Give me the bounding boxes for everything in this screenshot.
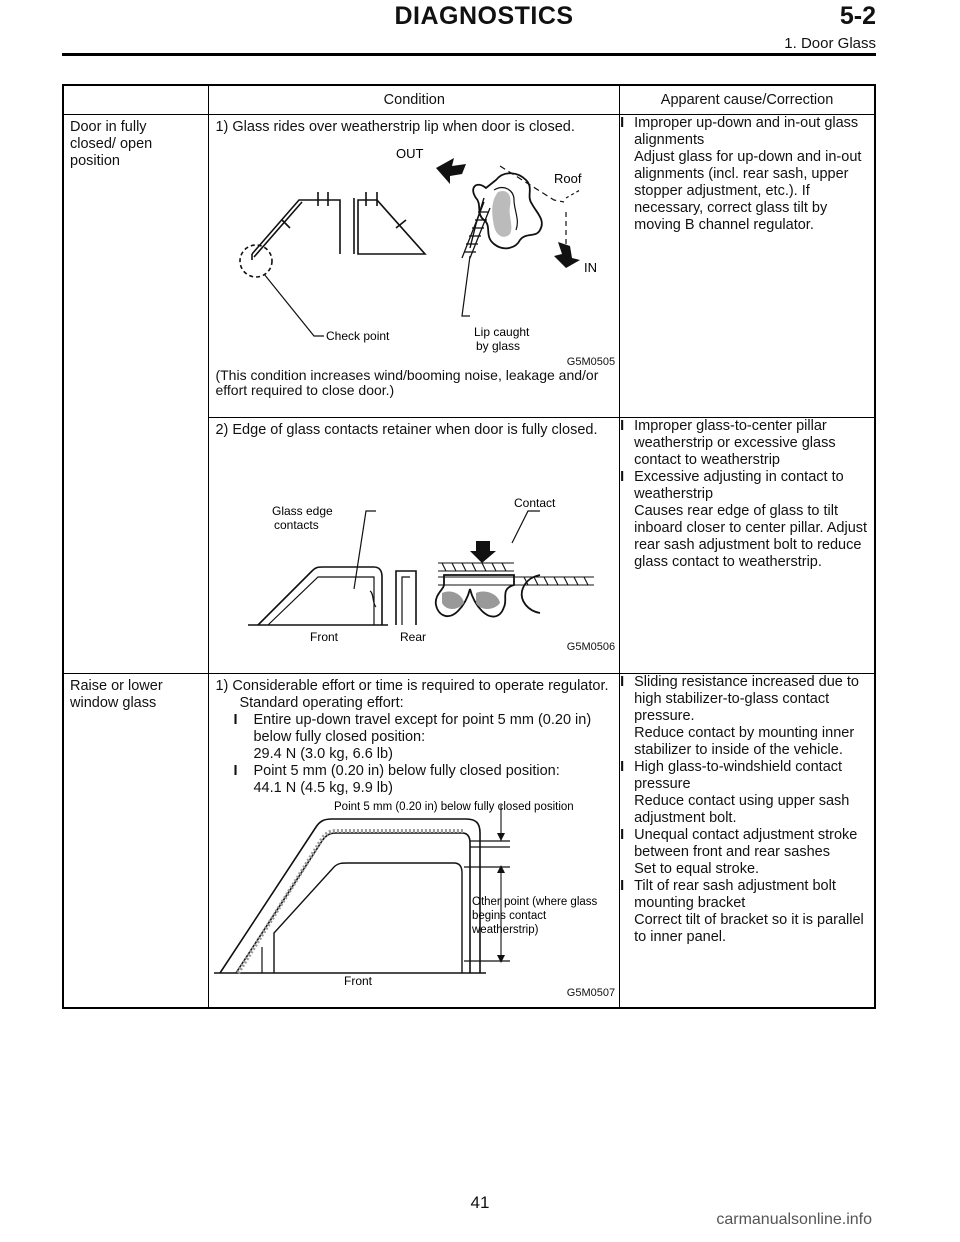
column-header-cause: Apparent cause/Correction	[620, 85, 875, 115]
watermark: carmanualsonline.info	[716, 1211, 872, 1228]
diagnostics-table	[62, 84, 876, 1009]
label-lip-2: by glass	[476, 339, 521, 353]
header-title: DIAGNOSTICS	[394, 2, 574, 30]
page-number: 41	[470, 1193, 490, 1212]
label-rear: Rear	[400, 630, 427, 643]
list-item	[620, 827, 874, 878]
label-front: Front	[310, 630, 339, 643]
label-in: IN	[584, 260, 598, 275]
column-header-condition: Condition	[209, 85, 620, 115]
bullet-glyph: I	[233, 712, 238, 728]
cause-text: Sliding resistance increased due to high stabilizer-to-glass contact pressure. Reduce contact by mounting inner stabilizer to inside of the vehicle.	[634, 674, 859, 758]
table-row	[63, 674, 875, 1008]
cause-text: Unequal contact adjustment stroke between front and rear sashes Set to equal stroke.	[634, 827, 858, 877]
condition-text: 1) Considerable effort or time is required to operate regulator.	[215, 678, 609, 694]
condition-text: 2) Edge of glass contacts retainer when door is fully closed.	[215, 422, 598, 438]
bullet-glyph: I	[620, 827, 625, 843]
list-item	[620, 469, 874, 571]
table-header-row	[63, 85, 875, 115]
list-item	[620, 878, 874, 946]
bullet-glyph: I	[620, 759, 625, 775]
condition-item-text: Point 5 mm (0.20 in) below fully closed position: 44.1 N (4.5 kg, 9.9 lb)	[253, 763, 560, 796]
bullet-glyph: I	[620, 469, 625, 485]
cause-text: Improper glass-to-center pillar weatherstrip or excessive glass contact to weatherstrip	[634, 418, 836, 468]
label-other-3: weatherstrip)	[472, 924, 539, 936]
figure-weatherstrip-lip	[214, 140, 614, 358]
figure-code: G5M0507	[566, 987, 616, 999]
condition-text: 1) Glass rides over weatherstrip lip when door is closed.	[215, 119, 575, 135]
condition-subheading: Standard operating effort:	[239, 695, 404, 711]
cause-text: Improper up-down and in-out glass alignments Adjust glass for up-down and in-out alignments (incl. rear sash, upper stopper adjustment, etc.). If necessary, correct glass tilt by moving B channel regulator.	[634, 115, 862, 233]
condition-note: (This condition increases wind/booming noise, leakage and/or effort required to close door.)	[215, 367, 599, 398]
list-item	[620, 418, 874, 469]
label-point: Point 5 mm (0.20 in) below fully closed position	[334, 801, 574, 813]
condition-cell	[209, 115, 620, 418]
condition-cell	[209, 674, 620, 1008]
bullet-glyph: I	[620, 115, 625, 131]
label-other-1: Other point (where glass	[472, 896, 598, 908]
label-lip-1: Lip caught	[474, 325, 530, 339]
cause-list	[620, 115, 874, 234]
header-subtitle: 1. Door Glass	[784, 35, 876, 52]
table-row	[63, 115, 875, 418]
figure-code: G5M0505	[566, 356, 616, 368]
list-item	[620, 674, 874, 759]
list-item	[233, 763, 619, 797]
header-rule	[62, 53, 876, 56]
label-other-2: begins contact	[472, 910, 547, 922]
label-out: OUT	[396, 146, 424, 161]
figure-code: G5M0506	[566, 641, 616, 653]
bullet-glyph: I	[620, 418, 625, 434]
cause-list	[620, 674, 874, 946]
list-item	[620, 759, 874, 827]
condition-cell	[209, 418, 620, 674]
cause-cell	[620, 418, 875, 674]
cause-text: Tilt of rear sash adjustment bolt mounting bracket Correct tilt of bracket so it is parallel to inner panel.	[634, 878, 864, 945]
label-front: Front	[344, 974, 373, 987]
cause-cell	[620, 674, 875, 1008]
header-blank-cell	[63, 85, 209, 115]
cause-list	[620, 418, 874, 571]
bullet-glyph: I	[620, 878, 625, 894]
list-item	[233, 712, 619, 763]
cause-text: Excessive adjusting in contact to weatherstrip Causes rear edge of glass to tilt inboard closer to center pillar. Adjust rear sash adjustment bolt to reduce glass contact to weatherstrip.	[634, 469, 868, 570]
condition-items	[209, 712, 619, 797]
cause-cell	[620, 115, 875, 418]
label-glass-edge-1: Glass edge	[272, 504, 333, 518]
label-glass-edge-2: contacts	[274, 518, 319, 532]
symptom-cell	[63, 674, 209, 1008]
bullet-glyph: I	[620, 674, 625, 690]
list-item	[620, 115, 874, 234]
header-section-number: 5-2	[839, 2, 876, 30]
label-check-point: Check point	[326, 329, 390, 343]
bullet-glyph: I	[233, 763, 238, 779]
figure-glass-edge-contact	[214, 443, 614, 643]
label-roof: Roof	[554, 171, 582, 186]
symptom-cell	[63, 115, 209, 674]
condition-item-text: Entire up-down travel except for point 5 mm (0.20 in) below fully closed position: 29.4 N (3.0 kg, 6.6 lb)	[253, 712, 592, 762]
label-contact: Contact	[514, 496, 556, 510]
symptom-text: Door in fully closed/ open position	[70, 119, 153, 169]
figure-contact-points	[214, 797, 614, 987]
cause-text: High glass-to-windshield contact pressure Reduce contact using upper sash adjustment bolt.	[634, 759, 850, 826]
symptom-text: Raise or lower window glass	[70, 678, 163, 711]
